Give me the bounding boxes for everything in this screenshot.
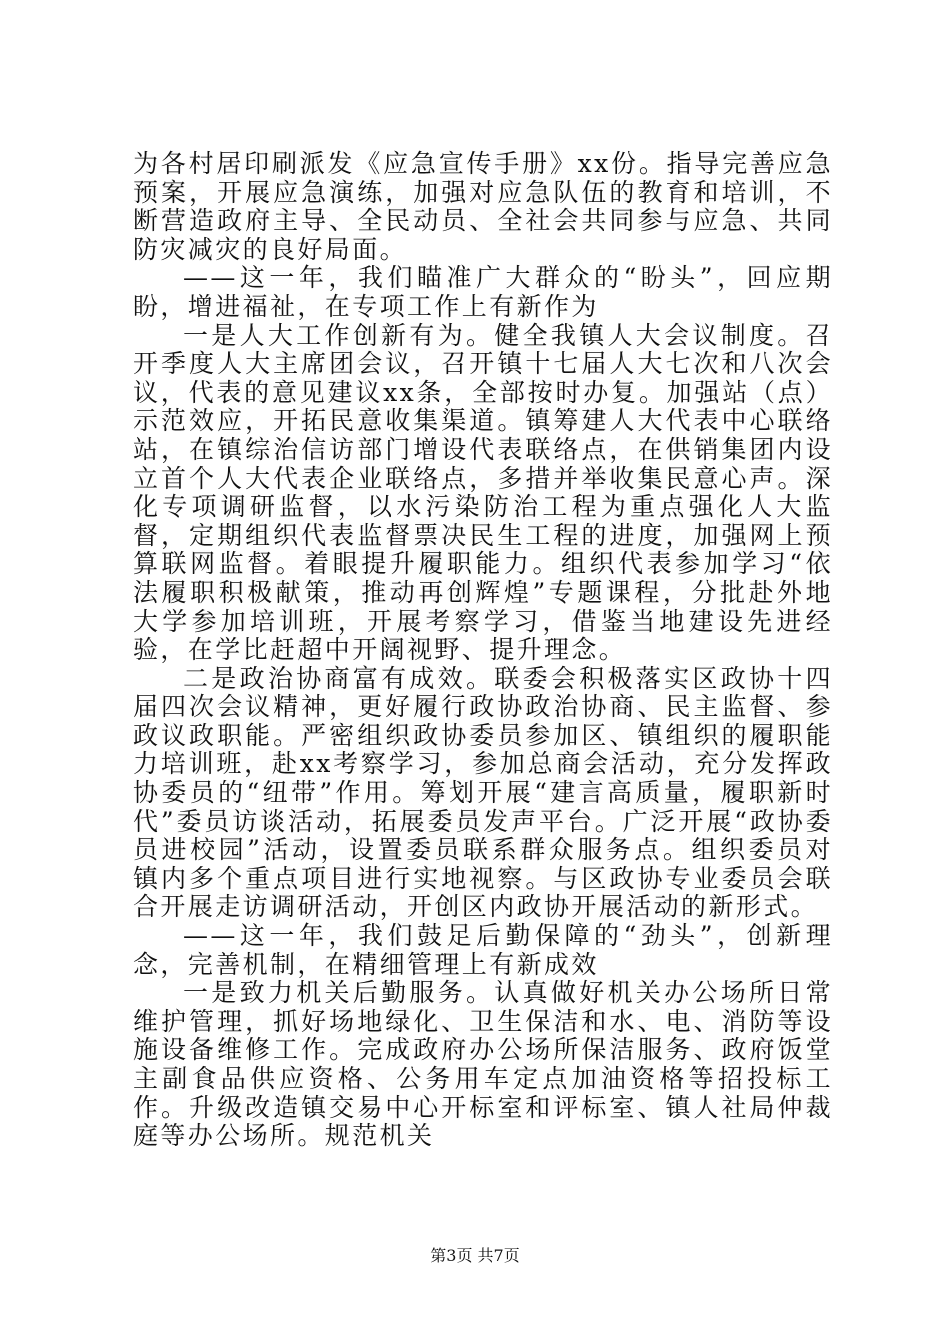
section-heading-public-expectations: ——这一年，我们瞄准广大群众的“盼头”，回应期盼，增进福祉，在专项工作上有新作为	[133, 263, 833, 321]
document-body	[133, 150, 833, 1151]
paragraph-logistics-services: 一是致力机关后勤服务。认真做好机关办公场所日常维护管理，抓好场地绿化、卫生保洁和水、电、消防等设施设备维修工作。完成政府办公场所保洁服务、政府饭堂主副食品供应资格、公务用车定点加油资格等招投标工作。升级改造镇交易中心开标室和评标室、镇人社局仲裁庭等办公场所。规范机关	[133, 978, 833, 1151]
paragraph-npc-work: 一是人大工作创新有为。健全我镇人大会议制度。召开季度人大主席团会议，召开镇十七届人大七次和八次会议，代表的意见建议xx条，全部按时办复。加强站（点）示范效应，开拓民意收集渠道。镇筹建人大代表中心联络站，在镇综治信访部门增设代表联络点，在供销集团内设立首个人大代表企业联络点，多措并举收集民意心声。深化专项调研监督，以水污染防治工程为重点强化人大监督，定期组织代表监督票决民生工程的进度，加强网上预算联网监督。着眼提升履职能力。组织代表参加学习“依法履职积极献策，推动再创辉煌”专题课程，分批赴外地大学参加培训班，开展考察学习，借鉴当地建设先进经验，在学比赶超中开阔视野、提升理念。	[133, 320, 833, 665]
page-number-footer: 第3页 共7页	[430, 1246, 520, 1265]
paragraph-continuation: 为各村居印刷派发《应急宣传手册》xx份。指导完善应急预案，开展应急演练，加强对应急队伍的教育和培训，不断营造政府主导、全民动员、全社会共同参与应急、共同防灾减灾的良好局面。	[133, 149, 833, 264]
section-heading-logistics: ——这一年，我们鼓足后勤保障的“劲头”，创新理念，完善机制，在精细管理上有新成效	[133, 921, 833, 979]
paragraph-political-consultation: 二是政治协商富有成效。联委会积极落实区政协十四届四次会议精神，更好履行政协政治协商、民主监督、参政议政职能。严密组织政协委员参加区、镇组织的履职能力培训班，赴xx考察学习，参加总商会活动，充分发挥政协委员的“纽带”作用。筹划开展“建言高质量，履职新时代”委员访谈活动，拓展委员发声平台。广泛开展“政协委员进校园”活动，设置委员联系群众服务点。组织委员对镇内多个重点项目进行实地视察。与区政协专业委员会联合开展走访调研活动，开创区内政协开展活动的新形式。	[133, 663, 833, 922]
